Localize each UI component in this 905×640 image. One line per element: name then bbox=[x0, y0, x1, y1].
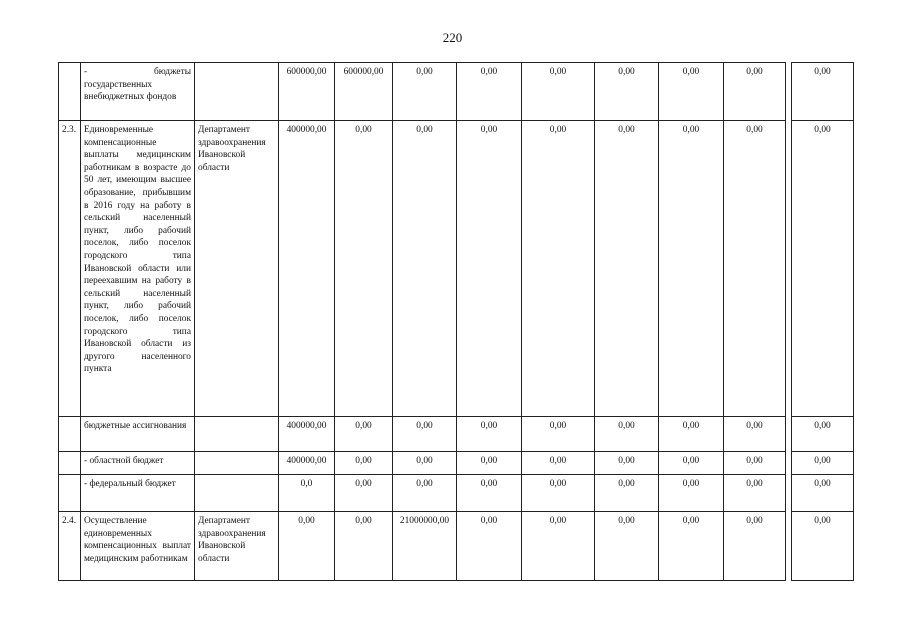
table-row bbox=[59, 475, 854, 512]
row-number-cell bbox=[59, 452, 81, 475]
amount-cell: 0,00 bbox=[457, 452, 522, 475]
amount-cell: 0,00 bbox=[659, 475, 724, 512]
amount-cell: 0,00 bbox=[792, 475, 854, 512]
amount-cell: 0,00 bbox=[522, 63, 595, 121]
amount-cell: 0,00 bbox=[522, 475, 595, 512]
amount-cell: 0,00 bbox=[792, 121, 854, 417]
amount-cell: 0,00 bbox=[393, 452, 457, 475]
amount-cell: 0,00 bbox=[393, 475, 457, 512]
amount-cell: 0,00 bbox=[457, 417, 522, 452]
amount-cell: 0,00 bbox=[724, 63, 786, 121]
amount-cell: 0,00 bbox=[724, 417, 786, 452]
amount-cell: 21000000,00 bbox=[393, 512, 457, 581]
budget-table bbox=[58, 62, 854, 581]
amount-cell: 0,00 bbox=[393, 63, 457, 121]
amount-cell: 0,00 bbox=[522, 512, 595, 581]
row-number-cell: 2.3. bbox=[59, 121, 81, 417]
amount-cell: 0,00 bbox=[792, 512, 854, 581]
amount-cell: 0,00 bbox=[457, 512, 522, 581]
amount-cell: 0,00 bbox=[792, 63, 854, 121]
amount-cell: 0,00 bbox=[659, 417, 724, 452]
amount-cell: 400000,00 bbox=[279, 452, 335, 475]
amount-cell: 0,00 bbox=[335, 417, 393, 452]
amount-cell: 0,00 bbox=[659, 512, 724, 581]
row-name-cell: - федеральный бюджет bbox=[81, 475, 195, 512]
row-name-cell: Единовременные компенсационные выплаты медицинским работникам в возрасте до 50 лет, имеющим высшее образование, прибывшим в 2016 году на работу в сельский населенный пункт, либо рабочий поселок, либо поселок городского типа Ивановской области или переехавшим на работу в сельский населенный пункт, либо рабочий поселок, либо поселок городского типа Ивановской области из другого населенного пункта bbox=[81, 121, 195, 417]
amount-cell: 0,00 bbox=[659, 452, 724, 475]
amount-cell: 600000,00 bbox=[279, 63, 335, 121]
amount-cell: 0,00 bbox=[393, 417, 457, 452]
amount-cell: 0,00 bbox=[457, 63, 522, 121]
amount-cell: 0,00 bbox=[792, 417, 854, 452]
department-cell bbox=[195, 417, 279, 452]
row-name-cell: - областной бюджет bbox=[81, 452, 195, 475]
amount-cell: 0,00 bbox=[595, 121, 659, 417]
table-row bbox=[59, 452, 854, 475]
row-number-cell bbox=[59, 417, 81, 452]
department-cell bbox=[195, 63, 279, 121]
amount-cell: 0,0 bbox=[279, 475, 335, 512]
amount-cell: 0,00 bbox=[335, 121, 393, 417]
amount-cell: 0,00 bbox=[659, 121, 724, 417]
amount-cell: 0,00 bbox=[659, 63, 724, 121]
table-row bbox=[59, 512, 854, 581]
row-number-cell bbox=[59, 63, 81, 121]
table-row bbox=[59, 121, 854, 417]
department-cell: Департамент здравоохранения Ивановской области bbox=[195, 512, 279, 581]
amount-cell: 0,00 bbox=[393, 121, 457, 417]
amount-cell: 0,00 bbox=[279, 512, 335, 581]
amount-cell: 400000,00 bbox=[279, 121, 335, 417]
amount-cell: 0,00 bbox=[595, 512, 659, 581]
amount-cell: 0,00 bbox=[457, 475, 522, 512]
row-number-cell: 2.4. bbox=[59, 512, 81, 581]
row-name-cell: - бюджеты государственных внебюджетных фондов bbox=[81, 63, 195, 121]
department-cell bbox=[195, 475, 279, 512]
amount-cell: 0,00 bbox=[335, 475, 393, 512]
amount-cell: 0,00 bbox=[724, 452, 786, 475]
amount-cell: 0,00 bbox=[522, 417, 595, 452]
amount-cell: 0,00 bbox=[792, 452, 854, 475]
department-cell bbox=[195, 452, 279, 475]
amount-cell: 0,00 bbox=[724, 475, 786, 512]
amount-cell: 0,00 bbox=[522, 452, 595, 475]
page-number: 220 bbox=[442, 30, 463, 45]
row-name-cell: Осуществление единовременных компенсационных выплат медицинским работникам bbox=[81, 512, 195, 581]
amount-cell: 0,00 bbox=[724, 512, 786, 581]
amount-cell: 0,00 bbox=[335, 512, 393, 581]
table-row bbox=[59, 63, 854, 121]
amount-cell: 600000,00 bbox=[335, 63, 393, 121]
amount-cell: 0,00 bbox=[457, 121, 522, 417]
amount-cell: 0,00 bbox=[335, 452, 393, 475]
amount-cell: 400000,00 bbox=[279, 417, 335, 452]
amount-cell: 0,00 bbox=[595, 417, 659, 452]
amount-cell: 0,00 bbox=[595, 63, 659, 121]
department-cell: Департамент здравоохранения Ивановской области bbox=[195, 121, 279, 417]
row-number-cell bbox=[59, 475, 81, 512]
amount-cell: 0,00 bbox=[595, 475, 659, 512]
amount-cell: 0,00 bbox=[595, 452, 659, 475]
amount-cell: 0,00 bbox=[724, 121, 786, 417]
amount-cell: 0,00 bbox=[522, 121, 595, 417]
row-name-cell: бюджетные ассигнования bbox=[81, 417, 195, 452]
table-row bbox=[59, 417, 854, 452]
